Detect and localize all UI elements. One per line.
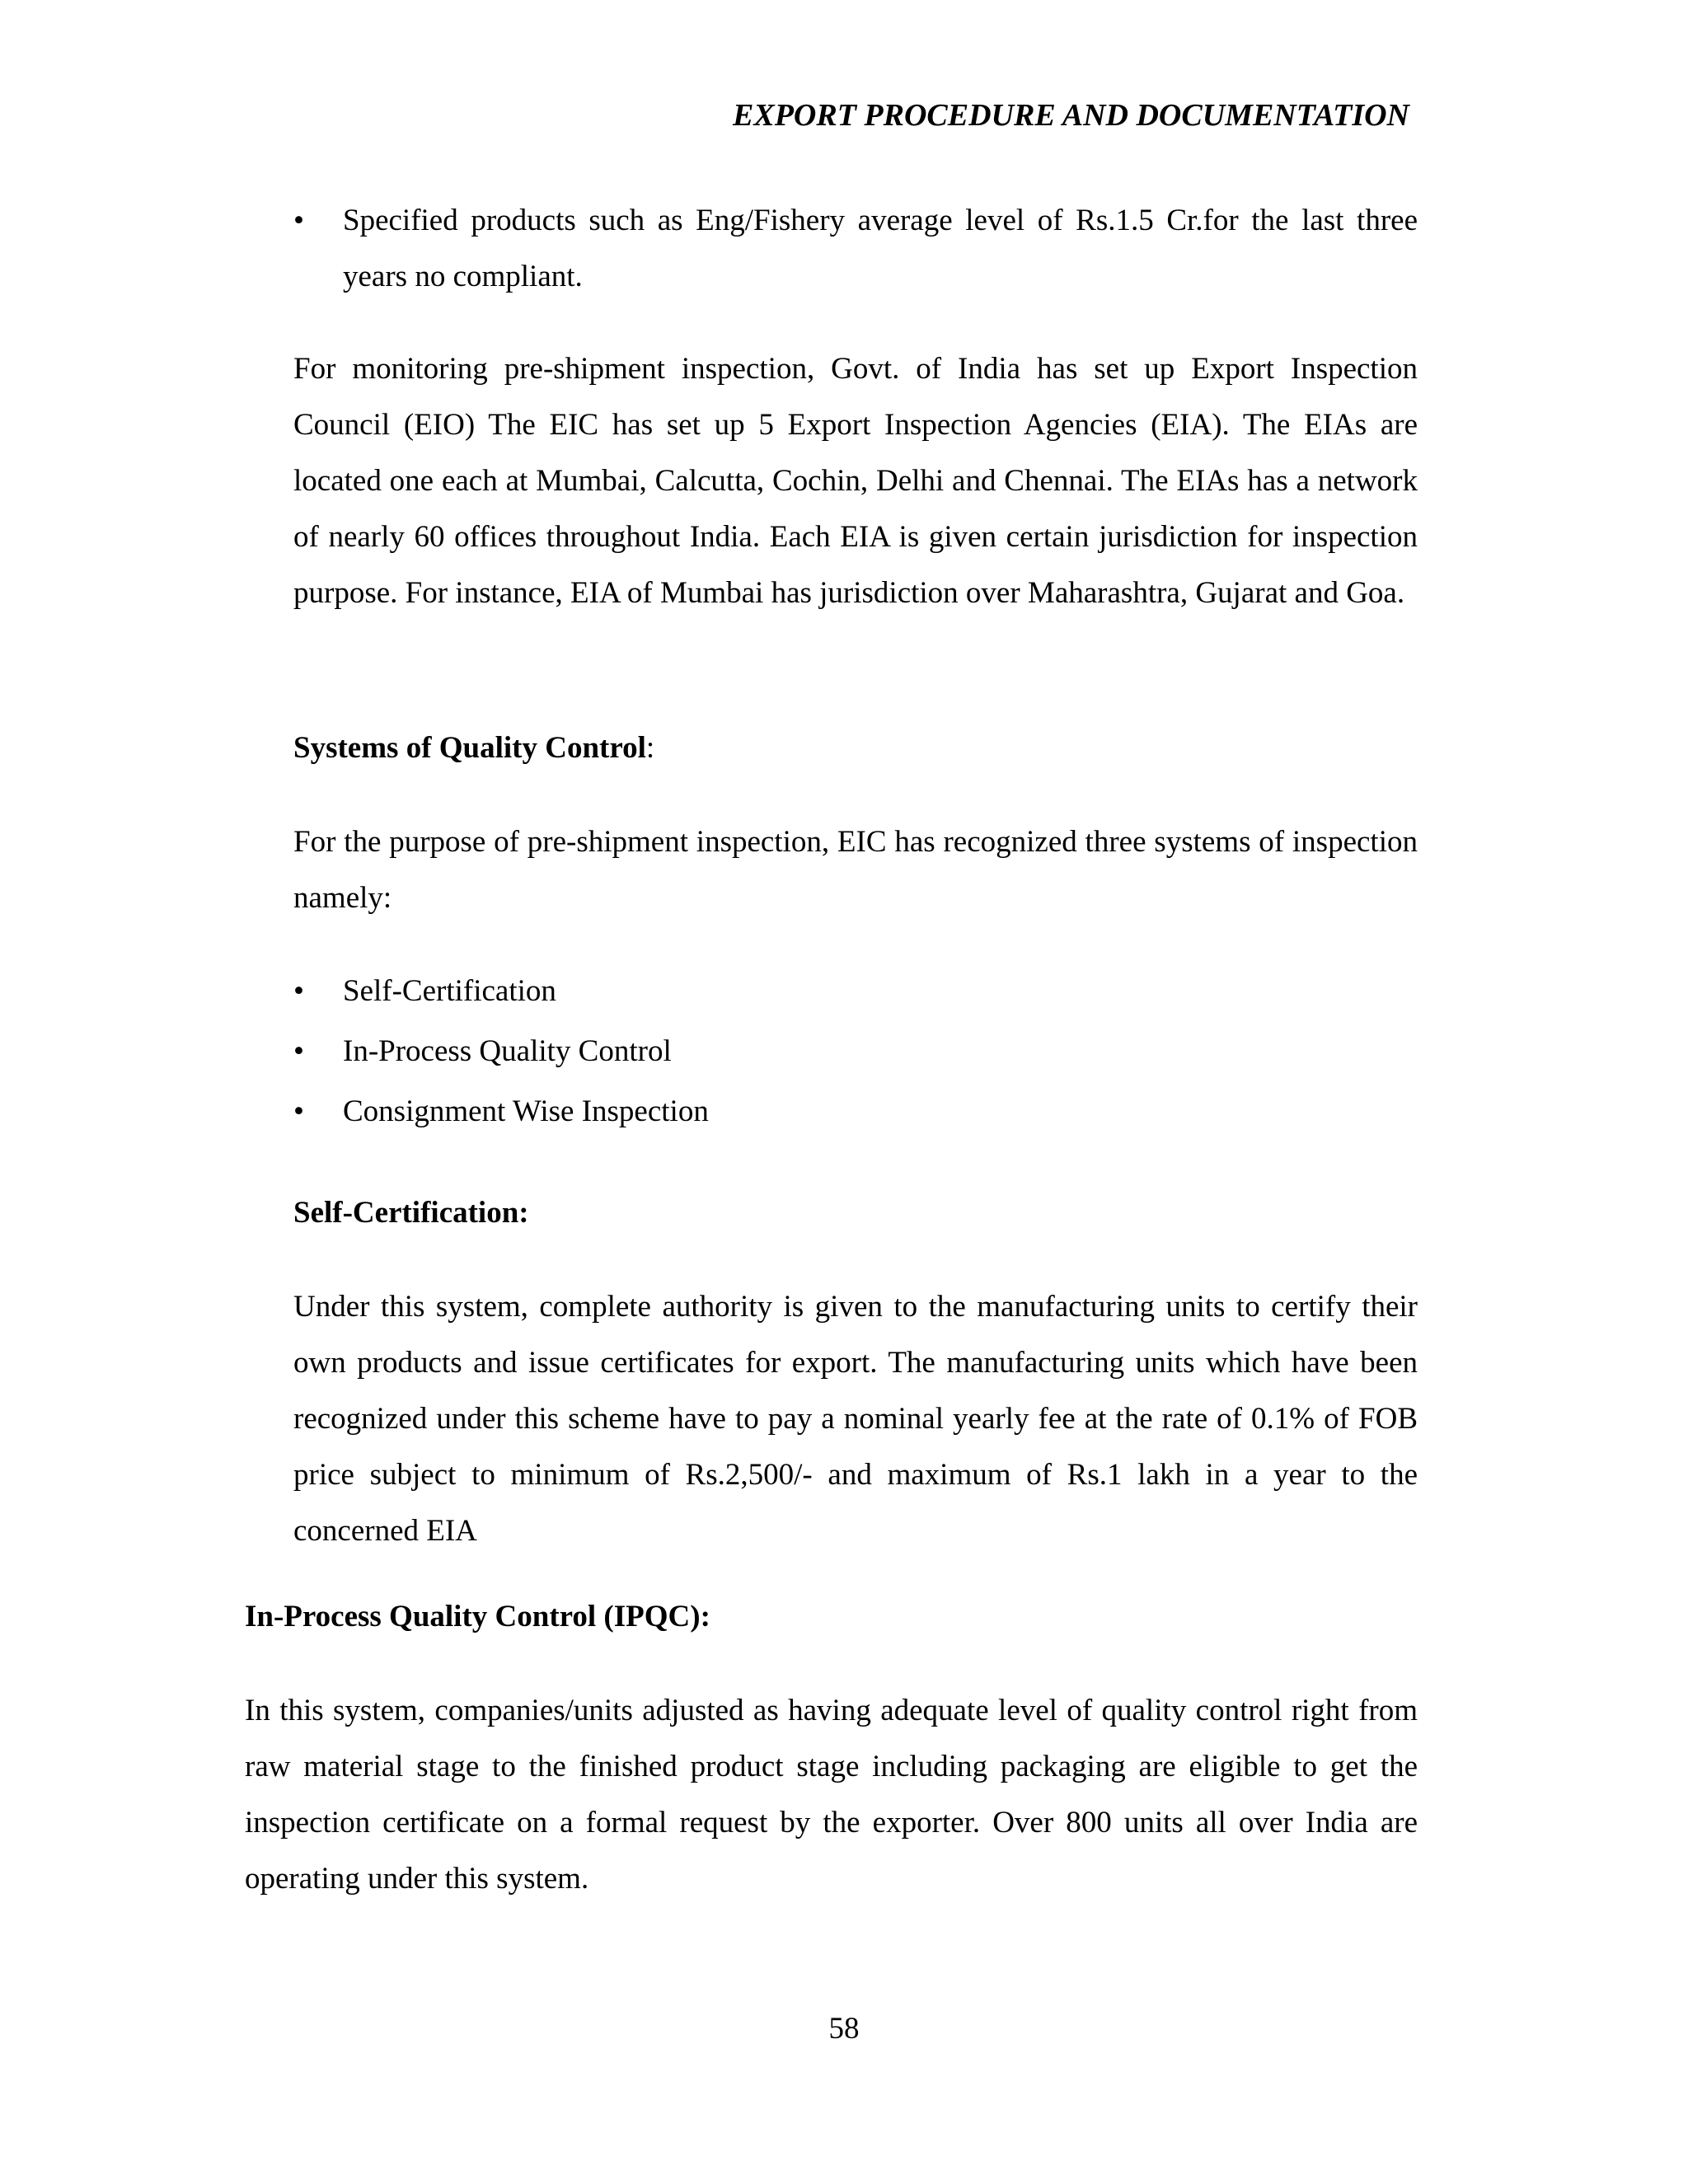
paragraph-monitoring: For monitoring pre-shipment inspection, Govt. of India has set up Export Inspection Council (EIO) The EIC has set up 5 Export Inspection Agencies (EIA). The EIAs are located one each at Mumbai, Calcutta, Cochin, Delhi and Chennai. The EIAs has a network of nearly 60 offices throughout India. Each EIA is given certain jurisdiction for inspection purpose. For instance, EIA of Mumbai has jurisdiction over Maharashtra, Gujarat and Goa. — [293, 352, 1418, 610]
list-item-text: Consignment Wise Inspection — [343, 1094, 709, 1128]
list-item — [293, 1021, 1418, 1081]
list-item-text: Specified products such as Eng/Fishery average level of Rs.1.5 Cr.for the last three years no compliant. — [343, 204, 1418, 293]
page-number: 58 — [828, 2012, 860, 2046]
bullet-icon: • — [293, 1034, 304, 1068]
list-item-text: Self-Certification — [343, 974, 556, 1008]
section-heading-text: Systems of Quality Control — [293, 731, 646, 765]
paragraph-self-certification: Under this system, complete authority is given to the manufacturing units to certify their own products and issue certificates for export. The manufacturing units which have been recognized under this scheme have to pay a nominal yearly fee at the rate of 0.1% of FOB price subject to minimum of Rs.2,500/- and maximum of Rs.1 lakh in a year to the concerned EIA — [293, 1290, 1418, 1548]
list-item-text: In-Process Quality Control — [343, 1034, 672, 1068]
bullet-icon: • — [293, 1094, 304, 1128]
section-heading-self-certification: Self-Certification: — [293, 1196, 529, 1230]
list-item — [293, 961, 1418, 1021]
paragraph-ipqc: In this system, companies/units adjusted as having adequate level of quality control right from raw material stage to the finished product stage including packaging are eligible to get the inspection certificate on a formal request by the exporter. Over 800 units all over India are operating under this system. — [245, 1694, 1418, 1896]
bullet-icon: • — [293, 204, 304, 237]
section-heading-ipqc: In-Process Quality Control (IPQC): — [245, 1600, 710, 1633]
section-heading-systems — [293, 720, 1418, 776]
bullet-icon: • — [293, 974, 304, 1008]
paragraph-purpose: For the purpose of pre-shipment inspection, EIC has recognized three systems of inspection namely: — [293, 825, 1418, 915]
section-heading-colon: : — [645, 731, 655, 765]
running-header: EXPORT PROCEDURE AND DOCUMENTATION — [733, 98, 1409, 133]
list-item — [293, 193, 1418, 305]
systems-list — [293, 961, 1418, 1141]
list-item — [293, 1081, 1418, 1141]
intro-bullet-list — [293, 193, 1418, 305]
